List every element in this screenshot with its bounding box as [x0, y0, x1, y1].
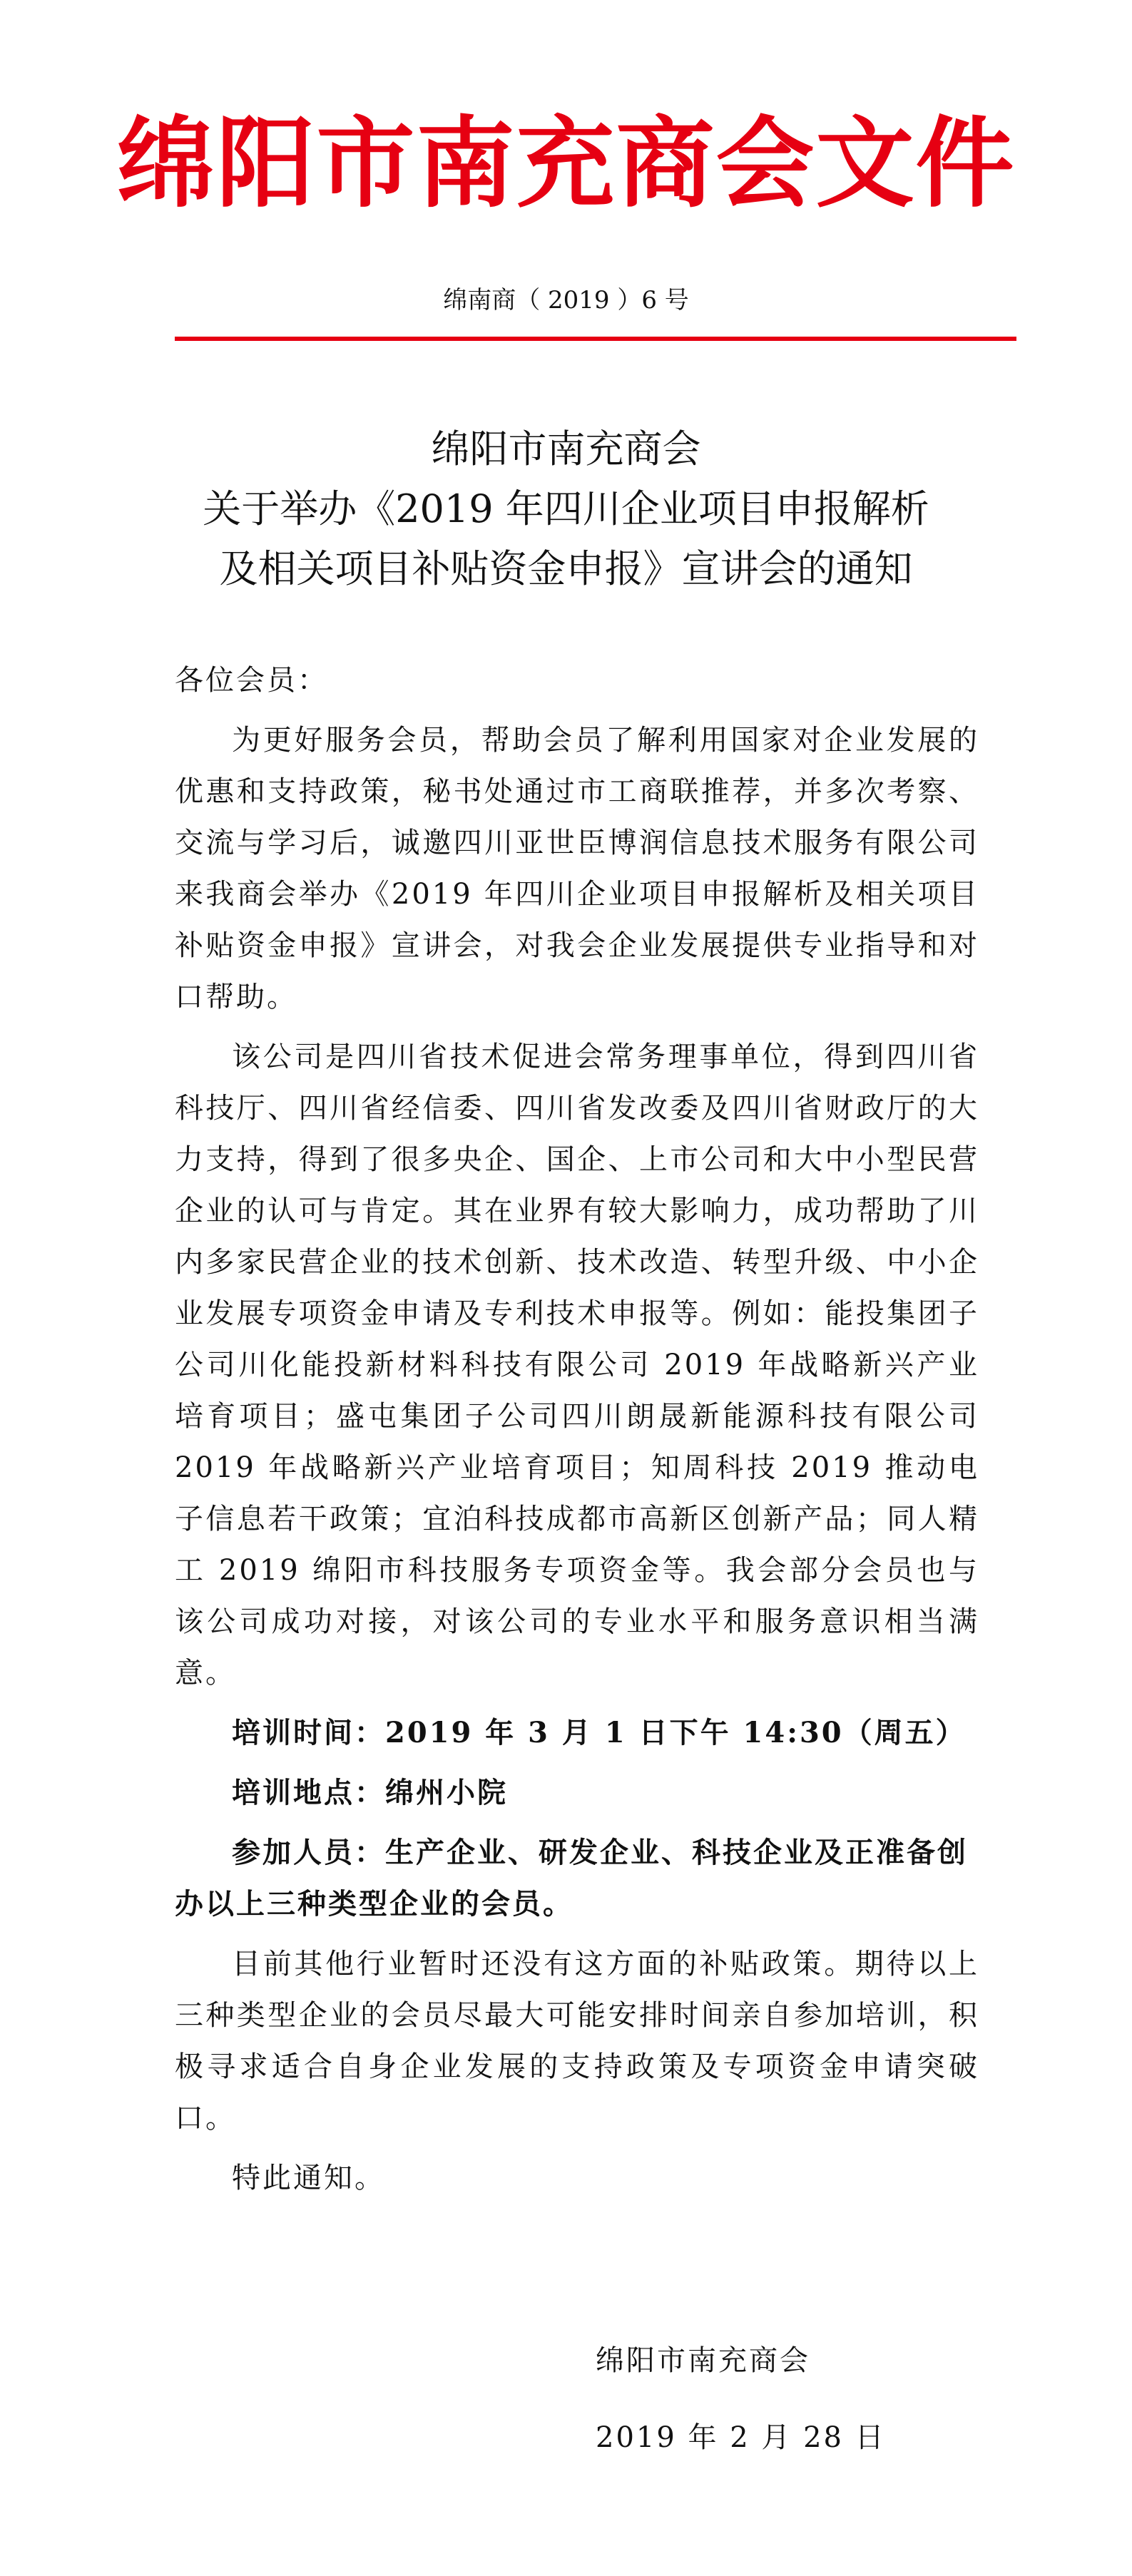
signature-date: 2019 年 2 月 28 日	[596, 2421, 886, 2454]
signature-organization: 绵阳市南充商会	[596, 2344, 810, 2377]
paragraph-expectation: 目前其他行业暂时还没有这方面的补贴政策。期待以上三种类型企业的会员尽最大可能安排时间亲自参加培训，积极寻求适合自身企业发展的支持政策及专项资金申请突破口。	[175, 1948, 979, 2135]
participants: 参加人员：生产企业、研发企业、科技企业及正准备创办以上三种类型企业的会员。	[175, 1836, 968, 1921]
red-divider-rule	[175, 337, 1016, 341]
notice-title-line-3: 及相关项目补贴资金申报》宣讲会的通知	[219, 546, 913, 591]
signature-block	[596, 2326, 895, 2472]
salutation: 各位会员：	[175, 664, 328, 697]
notice-title-line-2: 关于举办《2019 年四川企业项目申报解析	[203, 486, 929, 531]
document-number: 绵南商（ 2019 ）6 号	[443, 286, 689, 315]
training-time: 培训时间：2019 年 3 月 1 日下午 14:30（周五）	[232, 1716, 967, 1749]
training-location: 培训地点：绵州小院	[232, 1776, 508, 1809]
document-header-title: 绵阳市南充商会文件	[116, 106, 1016, 221]
notice-body	[175, 655, 979, 2204]
closing-remark: 特此通知。	[232, 2162, 385, 2194]
notice-title-line-1: 绵阳市南充商会	[431, 426, 701, 471]
paragraph-company-intro: 该公司是四川省技术促进会常务理事单位，得到四川省科技厅、四川省经信委、四川省发改委及四川省财政厅的大力支持，得到了很多央企、国企、上市公司和大中小型民营企业的认可与肯定。其在业界有较大影响力，成功帮助了川内多家民营企业的技术创新、技术改造、转型升级、中小企业发展专项资金申请及专利技术申报等。例如：能投集团子公司川化能投新材料科技有限公司 2019 年战略新兴产业培育项目；盛屯集团子公司四川朗晟新能源科技有限公司 2019 年战略新兴产业培育项目；知周科技 2019 推动电子信息若干政策；宜泊科技成都市高新区创新产品；同人精工 2019 绵阳市科技服务专项资金等。我会部分会员也与该公司成功对接，对该公司的专业水平和服务意识相当满意。	[175, 1041, 979, 1690]
notice-title	[0, 419, 1132, 599]
paragraph-purpose: 为更好服务会员，帮助会员了解利用国家对企业发展的优惠和支持政策，秘书处通过市工商联推荐，并多次考察、交流与学习后，诚邀四川亚世臣博润信息技术服务有限公司来我商会举办《2019 年四川企业项目申报解析及相关项目补贴资金申报》宣讲会，对我会企业发展提供专业指导和对口帮助。	[175, 724, 979, 1013]
